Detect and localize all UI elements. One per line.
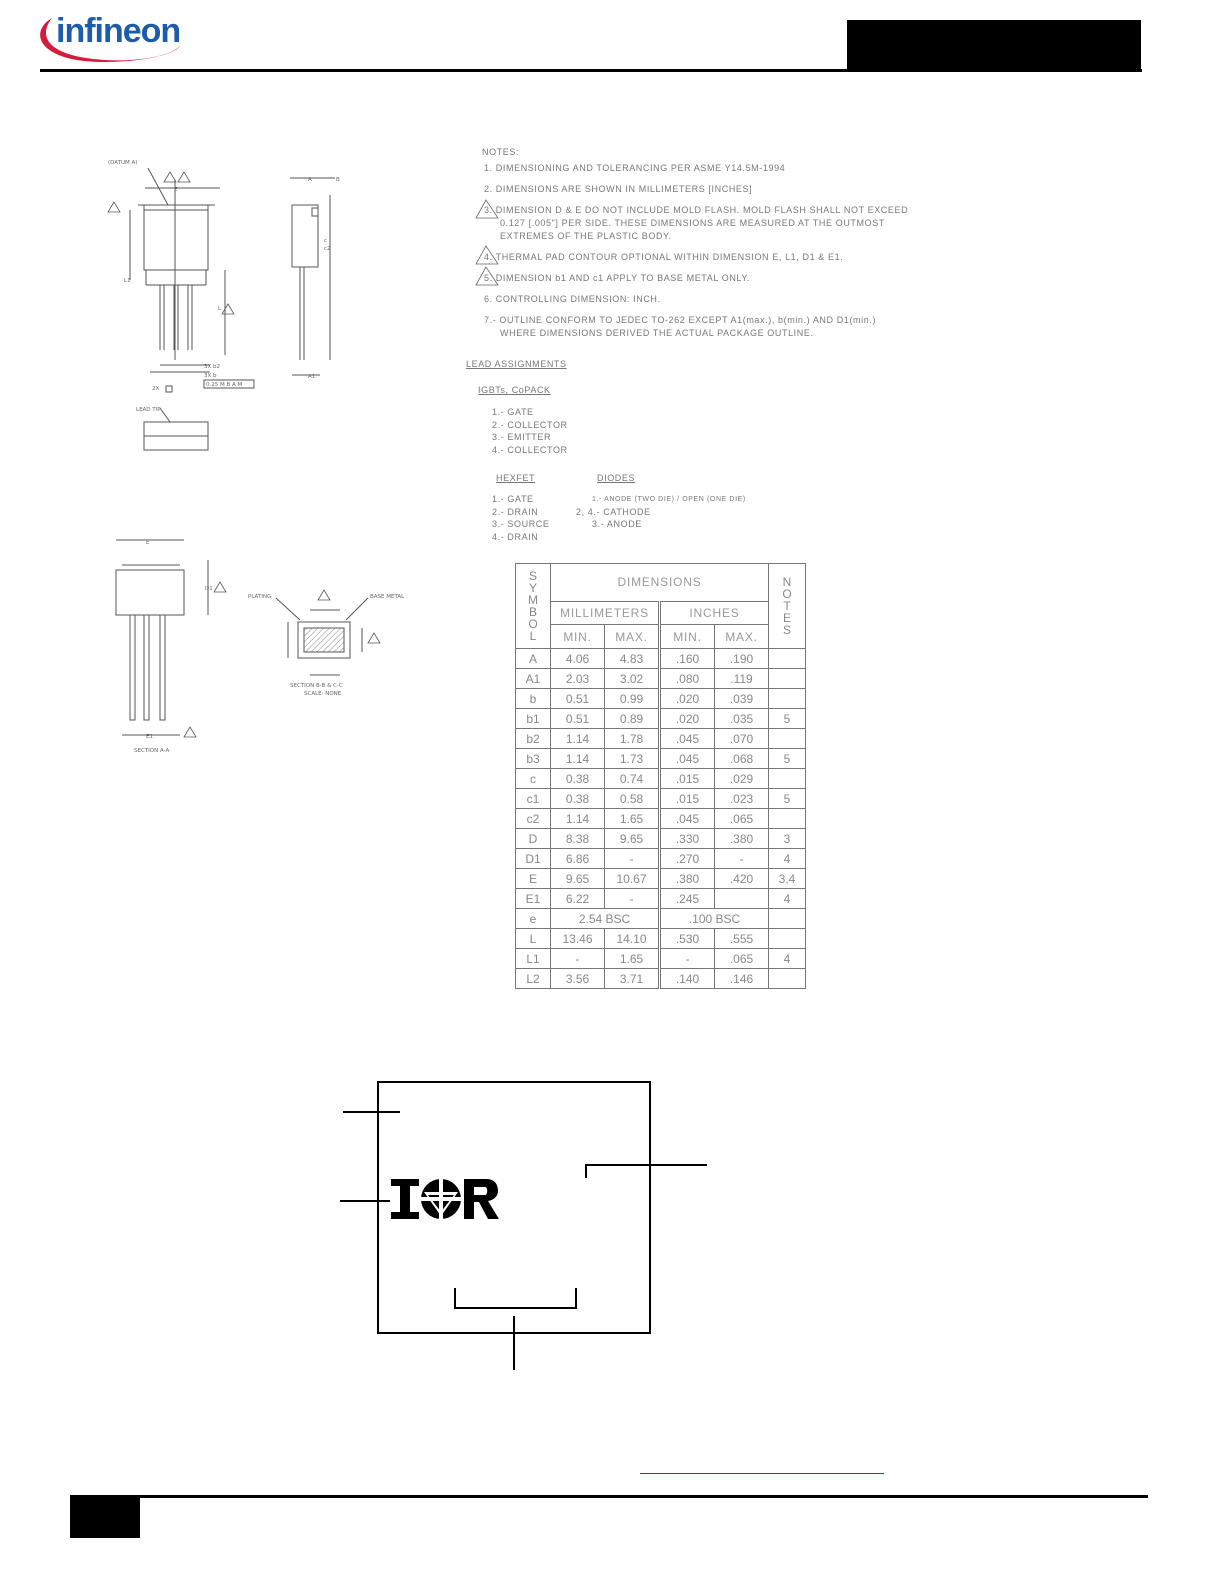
note-3-line-1: 3. DIMENSION D & E DO NOT INCLUDE MOLD FLASH. MOLD FLASH SHALL NOT EXCEED [484, 205, 909, 215]
dim-3xb2-label: 3X b2 [204, 364, 221, 370]
ior-logo-text: IOR [390, 1178, 392, 1179]
table-row [516, 889, 806, 909]
dim-l-label: L [218, 306, 222, 312]
ior-logo-icon [390, 1178, 500, 1220]
table-cell: E1 [516, 889, 551, 909]
dim-l1-label: L1 [124, 278, 131, 284]
inches-header: INCHES [660, 601, 769, 625]
note-3-line-3: EXTREMES OF THE PLASTIC BODY. [500, 231, 672, 241]
scale-label: SCALE: NONE [304, 691, 342, 697]
table-cell: 1.14 [551, 809, 605, 829]
table-cell: .100 BSC [660, 909, 769, 929]
igbt-heading: IGBTs, CoPACK [478, 385, 551, 395]
section-bb-label: SECTION B-B & C-C [290, 683, 343, 689]
hexfet-lead-1: 1.- GATE [492, 494, 534, 504]
table-cell: 1.73 [605, 749, 660, 769]
table-cell: A1 [516, 669, 551, 689]
millimeters-header: MILLIMETERS [551, 601, 660, 625]
note-triangle-icon [368, 633, 380, 643]
diode-lead-2: 2, 4.- CATHODE [576, 507, 651, 517]
table-cell [769, 929, 806, 949]
table-cell: .245 [660, 889, 715, 909]
table-cell: - [605, 889, 660, 909]
table-cell: .146 [715, 969, 769, 989]
table-cell: .068 [715, 749, 769, 769]
note-4: 4. THERMAL PAD CONTOUR OPTIONAL WITHIN DIMENSION E, L1, D1 & E1. [484, 252, 844, 262]
table-cell: - [605, 849, 660, 869]
table-cell: 0.51 [551, 709, 605, 729]
table-cell: .045 [660, 729, 715, 749]
table-cell: .045 [660, 809, 715, 829]
notes-header: N O T E S [769, 564, 806, 649]
table-row [516, 869, 806, 889]
table-cell: 0.38 [551, 769, 605, 789]
table-cell: L1 [516, 949, 551, 969]
table-cell: .140 [660, 969, 715, 989]
table-row [516, 949, 806, 969]
table-cell: c [516, 769, 551, 789]
table-cell: 0.89 [605, 709, 660, 729]
table-cell: - [551, 949, 605, 969]
igbt-lead-4: 4.- COLLECTOR [492, 445, 568, 455]
table-cell: b3 [516, 749, 551, 769]
table-cell: 9.65 [605, 829, 660, 849]
mm-max-header: MAX. [605, 625, 660, 649]
table-cell: 14.10 [605, 929, 660, 949]
table-cell [769, 729, 806, 749]
table-cell: 1.78 [605, 729, 660, 749]
igbt-lead-1: 1.- GATE [492, 407, 534, 417]
table-cell [769, 969, 806, 989]
table-cell: L [516, 929, 551, 949]
table-cell: 3,4 [769, 869, 806, 889]
table-cell [769, 809, 806, 829]
table-cell: c2 [516, 809, 551, 829]
table-row [516, 809, 806, 829]
in-max-header: MAX. [715, 625, 769, 649]
note-triangle-icon [108, 202, 120, 212]
table-cell [769, 689, 806, 709]
front-view-body [144, 210, 208, 270]
marking-leader-line [585, 1164, 587, 1178]
table-cell: 0.58 [605, 789, 660, 809]
table-cell: .080 [660, 669, 715, 689]
table-row [516, 669, 806, 689]
diode-lead-1: 1.- ANODE (TWO DIE) / OPEN (ONE DIE) [592, 496, 746, 503]
table-cell: 1.65 [605, 949, 660, 969]
table-cell: .015 [660, 789, 715, 809]
table-cell: .530 [660, 929, 715, 949]
logo-text: infineon [56, 12, 181, 50]
table-cell: .270 [660, 849, 715, 869]
table-row [516, 689, 806, 709]
table-cell: 4 [769, 849, 806, 869]
table-cell: 5 [769, 709, 806, 729]
in-min-header: MIN. [660, 625, 715, 649]
marking-bracket [575, 1288, 577, 1308]
table-cell: .065 [715, 809, 769, 829]
table-cell: 9.65 [551, 869, 605, 889]
table-cell: E [516, 869, 551, 889]
lead-tip-label: LEAD TIP [136, 407, 161, 413]
marking-bracket [454, 1288, 456, 1308]
note-5: 5. DIMENSION b1 AND c1 APPLY TO BASE METAL ONLY. [484, 273, 750, 283]
hexfet-lead-4: 4.- DRAIN [492, 532, 539, 542]
table-row [516, 829, 806, 849]
footer-rule [70, 1495, 1148, 1498]
note-7-line-1: 7.- OUTLINE CONFORM TO JEDEC TO-262 EXCEPT A1(max.), b(min.) AND D1(min.) [484, 315, 877, 325]
datum-a-label: (DATUM A) [108, 160, 138, 166]
table-cell: c1 [516, 789, 551, 809]
dim-c-label: c [324, 238, 328, 244]
table-cell: 4.83 [605, 649, 660, 669]
table-cell: e [516, 909, 551, 929]
marking-leader-line [340, 1200, 390, 1202]
table-cell: 1.14 [551, 749, 605, 769]
table-cell: 0.51 [551, 689, 605, 709]
footer-block [70, 1496, 140, 1538]
header-rule [40, 69, 1142, 72]
hexfet-heading: HEXFET [496, 473, 536, 483]
note-6: 6. CONTROLLING DIMENSION: INCH. [484, 294, 661, 304]
table-cell: 3.71 [605, 969, 660, 989]
table-cell: D [516, 829, 551, 849]
note-triangle-icon [164, 172, 176, 182]
mm-min-header: MIN. [551, 625, 605, 649]
table-cell: .380 [715, 829, 769, 849]
table-cell: 5 [769, 789, 806, 809]
table-row [516, 649, 806, 669]
table-cell [769, 649, 806, 669]
footer-link-underline [640, 1473, 884, 1474]
table-cell: .065 [715, 949, 769, 969]
note-2: 2. DIMENSIONS ARE SHOWN IN MILLIMETERS [INCHES] [484, 184, 753, 194]
table-cell: .330 [660, 829, 715, 849]
table-row [516, 769, 806, 789]
table-cell: 6.86 [551, 849, 605, 869]
table-cell: L2 [516, 969, 551, 989]
table-cell: b1 [516, 709, 551, 729]
table-cell: .020 [660, 689, 715, 709]
table-cell: 2.54 BSC [551, 909, 660, 929]
note-triangle-icon [184, 727, 196, 737]
hexfet-lead-2: 2.- DRAIN [492, 507, 539, 517]
table-cell: D1 [516, 849, 551, 869]
tolerance-label: 0.25 M B A M [206, 382, 243, 388]
infineon-logo [34, 6, 184, 70]
table-cell: 4.06 [551, 649, 605, 669]
table-row [516, 909, 806, 929]
table-cell: 3.56 [551, 969, 605, 989]
table-cell: 5 [769, 749, 806, 769]
note-triangle-icon [178, 172, 190, 182]
header-block [847, 20, 1141, 72]
symbol-header: S Y M B O L [516, 564, 551, 649]
table-row [516, 849, 806, 869]
diode-lead-3: 3.- ANODE [592, 519, 642, 529]
table-cell: .015 [660, 769, 715, 789]
table-row [516, 969, 806, 989]
marking-bracket [454, 1307, 577, 1309]
table-cell: 10.67 [605, 869, 660, 889]
table-cell: .039 [715, 689, 769, 709]
dim-2x-label: 2X [152, 386, 160, 392]
table-cell [769, 669, 806, 689]
lead-assignments-heading: LEAD ASSIGNMENTS [466, 359, 567, 369]
section-aa-label: SECTION A-A [134, 748, 170, 754]
note-triangle-icon [222, 304, 234, 314]
dim-a1-label: A1 [308, 374, 316, 380]
table-cell: .160 [660, 649, 715, 669]
note-triangle-icon [476, 246, 498, 264]
plating-label: PLATING [248, 594, 272, 600]
table-cell: .029 [715, 769, 769, 789]
table-cell: .023 [715, 789, 769, 809]
table-cell: 0.38 [551, 789, 605, 809]
marking-leader-line [398, 1111, 400, 1112]
datum-b-label: B [336, 177, 340, 183]
table-cell: .035 [715, 709, 769, 729]
table-cell: .045 [660, 749, 715, 769]
marking-leader-line [585, 1164, 707, 1166]
table-cell: 0.99 [605, 689, 660, 709]
table-cell: - [715, 849, 769, 869]
table-cell: A [516, 649, 551, 669]
table-cell: 6.22 [551, 889, 605, 909]
note-3-line-2: 0.127 [.005"] PER SIDE. THESE DIMENSIONS ARE MEASURED AT THE OUTMOST [500, 218, 885, 228]
notes-triangles [474, 198, 502, 290]
note-1: 1. DIMENSIONING AND TOLERANCING PER ASME Y14.5M-1994 [484, 163, 786, 173]
table-cell: - [660, 949, 715, 969]
table-cell: .190 [715, 649, 769, 669]
hexfet-lead-3: 3.- SOURCE [492, 519, 550, 529]
diodes-heading: DIODES [597, 473, 636, 483]
table-cell: 2.03 [551, 669, 605, 689]
table-cell: 4 [769, 949, 806, 969]
dim-e1-label: E1 [146, 734, 153, 740]
igbt-lead-3: 3.- EMITTER [492, 432, 552, 442]
table-cell: .070 [715, 729, 769, 749]
table-row [516, 709, 806, 729]
table-cell: 8.38 [551, 829, 605, 849]
table-cell: 3 [769, 829, 806, 849]
ior-logo [390, 1178, 500, 1220]
marking-leader-line [513, 1316, 515, 1370]
dimensions-table [515, 563, 806, 989]
note-triangle-icon [476, 200, 498, 218]
dim-e-label: E [174, 187, 178, 193]
note-7-line-2: WHERE DIMENSIONS DERIVED THE ACTUAL PACKAGE OUTLINE. [500, 328, 814, 338]
igbt-lead-2: 2.- COLLECTOR [492, 420, 568, 430]
table-row [516, 749, 806, 769]
dimensions-group-header: DIMENSIONS [551, 564, 769, 602]
dim-a-label: A [308, 177, 312, 183]
table-cell: 1.65 [605, 809, 660, 829]
table-cell: 3.02 [605, 669, 660, 689]
table-cell [769, 909, 806, 929]
dim-3xb-label: 3X b [204, 373, 217, 379]
note-triangle-icon [214, 582, 226, 592]
table-cell: 0.74 [605, 769, 660, 789]
table-row [516, 729, 806, 749]
table-cell: 1.14 [551, 729, 605, 749]
package-outline-drawing [100, 150, 405, 770]
table-cell: b [516, 689, 551, 709]
table-cell: 4 [769, 889, 806, 909]
table-cell: .020 [660, 709, 715, 729]
table-cell [769, 769, 806, 789]
note-triangle-icon [318, 590, 330, 600]
marking-leader-line [513, 1316, 515, 1317]
base-metal-label: BASE METAL [370, 594, 405, 600]
table-cell: .380 [660, 869, 715, 889]
dim-d1-label: D1 [205, 586, 213, 592]
dim-e-section-label: E [146, 540, 150, 546]
marking-leader-line [343, 1111, 400, 1113]
table-row [516, 789, 806, 809]
table-row [516, 929, 806, 949]
table-cell: b2 [516, 729, 551, 749]
table-cell: .555 [715, 929, 769, 949]
table-cell: 13.46 [551, 929, 605, 949]
note-triangle-icon [476, 267, 498, 285]
dim-c2-label: c2 [324, 246, 331, 252]
notes-heading: NOTES: [482, 147, 520, 157]
table-cell: .420 [715, 869, 769, 889]
table-cell: .119 [715, 669, 769, 689]
table-cell [715, 889, 769, 909]
